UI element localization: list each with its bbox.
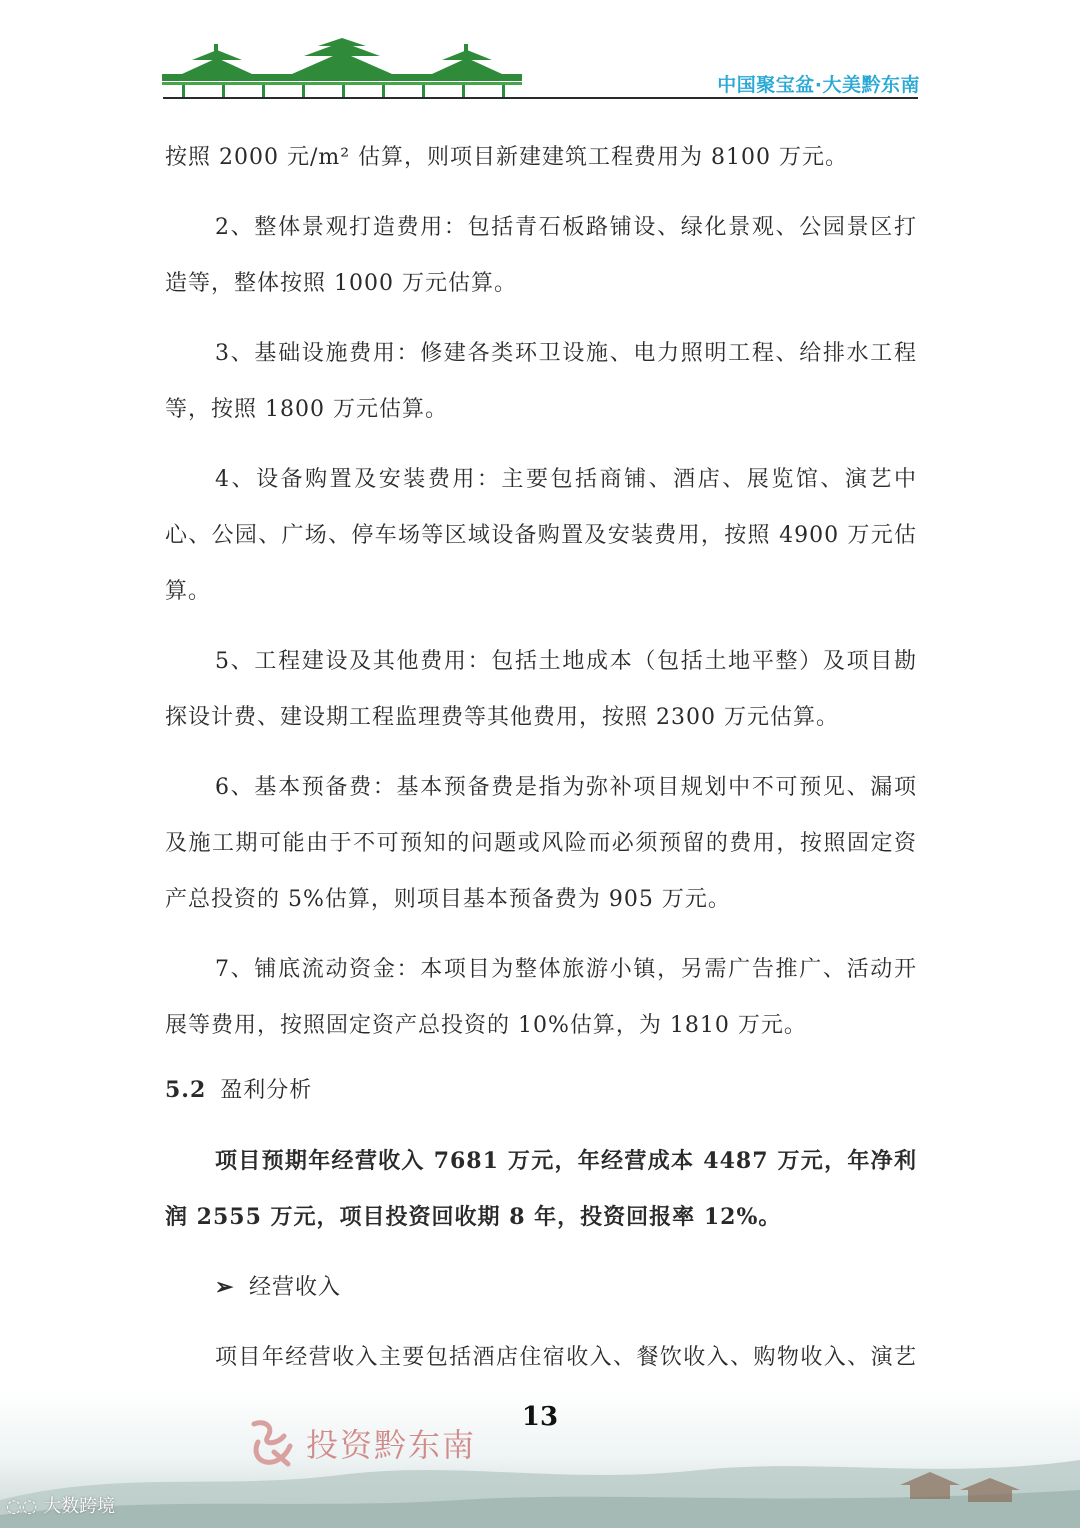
header-divider <box>163 97 918 99</box>
pavilion-logo-icon <box>162 38 522 100</box>
paragraph-reserve-fund: 6、基本预备费：基本预备费是指为弥补项目规划中不可预见、漏项及施工期可能由于不可预知的问题或风险而必须预留的费用，按照固定资产总投资的 5%估算，则项目基本预备费为 905 万元。 <box>165 775 917 912</box>
footer-brand: 投资黔东南 <box>306 1426 477 1464</box>
paragraph-profit-summary: 项目预期年经营收入 7681 万元，年经营成本 4487 万元，年净利润 2555 万元，项目投资回收期 8 年，投资回报率 12%。 <box>165 1148 917 1230</box>
document-body <box>165 130 917 1442</box>
watermark-logo-icon: ◌◌ <box>6 1496 44 1517</box>
header-title: 中国聚宝盆·大美黔东南 <box>717 74 920 96</box>
brand-seal-icon <box>244 1416 300 1472</box>
section-title: 盈利分析 <box>220 1078 313 1103</box>
page-header <box>0 0 1080 110</box>
paragraph-landscape-cost: 2、整体景观打造费用：包括青石板路铺设、绿化景观、公园景区打造等，整体按照 1000 万元估算。 <box>165 215 917 296</box>
paragraph-working-capital: 7、铺底流动资金：本项目为整体旅游小镇，另需广告推广、活动开展等费用，按照固定资产总投资的 10%估算，为 1810 万元。 <box>165 957 917 1038</box>
bullet-label: 经营收入 <box>249 1275 342 1300</box>
bullet-operating-revenue <box>165 1259 917 1316</box>
section-heading <box>165 1062 917 1119</box>
paragraph-other-cost: 5、工程建设及其他费用：包括土地成本（包括土地平整）及项目勘探设计费、建设期工程监理费等其他费用，按照 2300 万元估算。 <box>165 649 917 730</box>
section-number: 5.2 <box>165 1077 207 1103</box>
paragraph-infrastructure-cost: 3、基础设施费用：修建各类环卫设施、电力照明工程、给排水工程等，按照 1800 万元估算。 <box>165 341 917 422</box>
watermark-text: 大数跨境 <box>43 1496 116 1517</box>
paragraph-construction-cost: 按照 2000 元/m² 估算，则项目新建建筑工程费用为 8100 万元。 <box>165 145 849 170</box>
arrow-bullet-icon: ➢ <box>215 1274 235 1300</box>
paragraph-revenue-sources: 项目年经营收入主要包括酒店住宿收入、餐饮收入、购物收入、演艺 <box>215 1345 917 1370</box>
watermark <box>6 1492 115 1518</box>
paragraph-equipment-cost: 4、设备购置及安装费用：主要包括商铺、酒店、展览馆、演艺中心、公园、广场、停车场等区域设备购置及安装费用，按照 4900 万元估算。 <box>165 467 917 604</box>
page-number: 13 <box>521 1402 559 1432</box>
